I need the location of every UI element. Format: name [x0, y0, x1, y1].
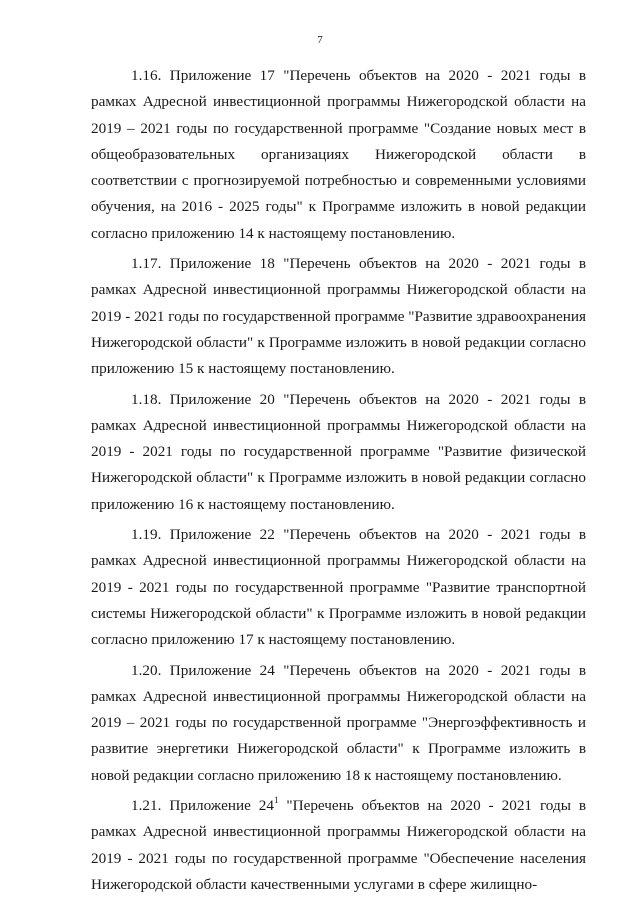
paragraph-1-19: 1.19. Приложение 22 "Перечень объектов на 2020 - 2021 годы в рамках Адресной инвестиционной программы Нижегородской области на 2019 - 2021 годы по государственной программе "Развитие транспортной системы Нижегородской области" к Программе изложить в новой редакции согласно приложению 17 к настоящему постановлению.	[91, 526, 586, 649]
paragraph-1-17: 1.17. Приложение 18 "Перечень объектов на 2020 - 2021 годы в рамках Адресной инвестиционной программы Нижегородской области на 2019 - 2021 годы по государственной программе "Развитие здравоохранения Нижегородской области" к Программе изложить в новой редакции согласно приложению 15 к настоящему постановлению.	[91, 255, 586, 378]
paragraph-1-21-rest: "Перечень объектов на 2020 - 2021 годы в рамках Адресной инвестиционной программы Нижегородской области на 2019 - 2021 годы по государственной программе "Обеспечение населения Нижегородской области качественными услугами в сфере жилищно-	[91, 797, 587, 893]
paragraph-1-16: 1.16. Приложение 17 "Перечень объектов на 2020 - 2021 годы в рамках Адресной инвестиционной программы Нижегородской области на 2019 – 2021 годы по государственной программе "Создание новых мест в общеобразовательных организациях Нижегородской области в соответствии с прогнозируемой потребностью и современными условиями обучения, на 2016 - 2025 годы" к Программе изложить в новой редакции согласно приложению 14 к настоящему постановлению.	[91, 67, 586, 242]
document-body	[91, 63, 586, 902]
paragraph-1-18: 1.18. Приложение 20 "Перечень объектов на 2020 - 2021 годы в рамках Адресной инвестиционной программы Нижегородской области на 2019 - 2021 годы по государственной программе "Развитие физической Нижегородской области" к Программе изложить в новой редакции согласно приложению 16 к настоящему постановлению.	[91, 390, 586, 513]
paragraph-1-21	[91, 793, 586, 898]
paragraph-1-21-prefix: 1.21. Приложение 24	[131, 797, 274, 815]
page-number: 7	[317, 34, 323, 46]
paragraph-1-20: 1.20. Приложение 24 "Перечень объектов на 2020 - 2021 годы в рамках Адресной инвестиционной программы Нижегородской области на 2019 – 2021 годы по государственной программе "Энергоэффективность и развитие энергетики Нижегородской области" к Программе изложить в новой редакции согласно приложению 18 к настоящему постановлению.	[91, 661, 586, 784]
paragraph-1-21-superscript: 1	[273, 795, 279, 806]
